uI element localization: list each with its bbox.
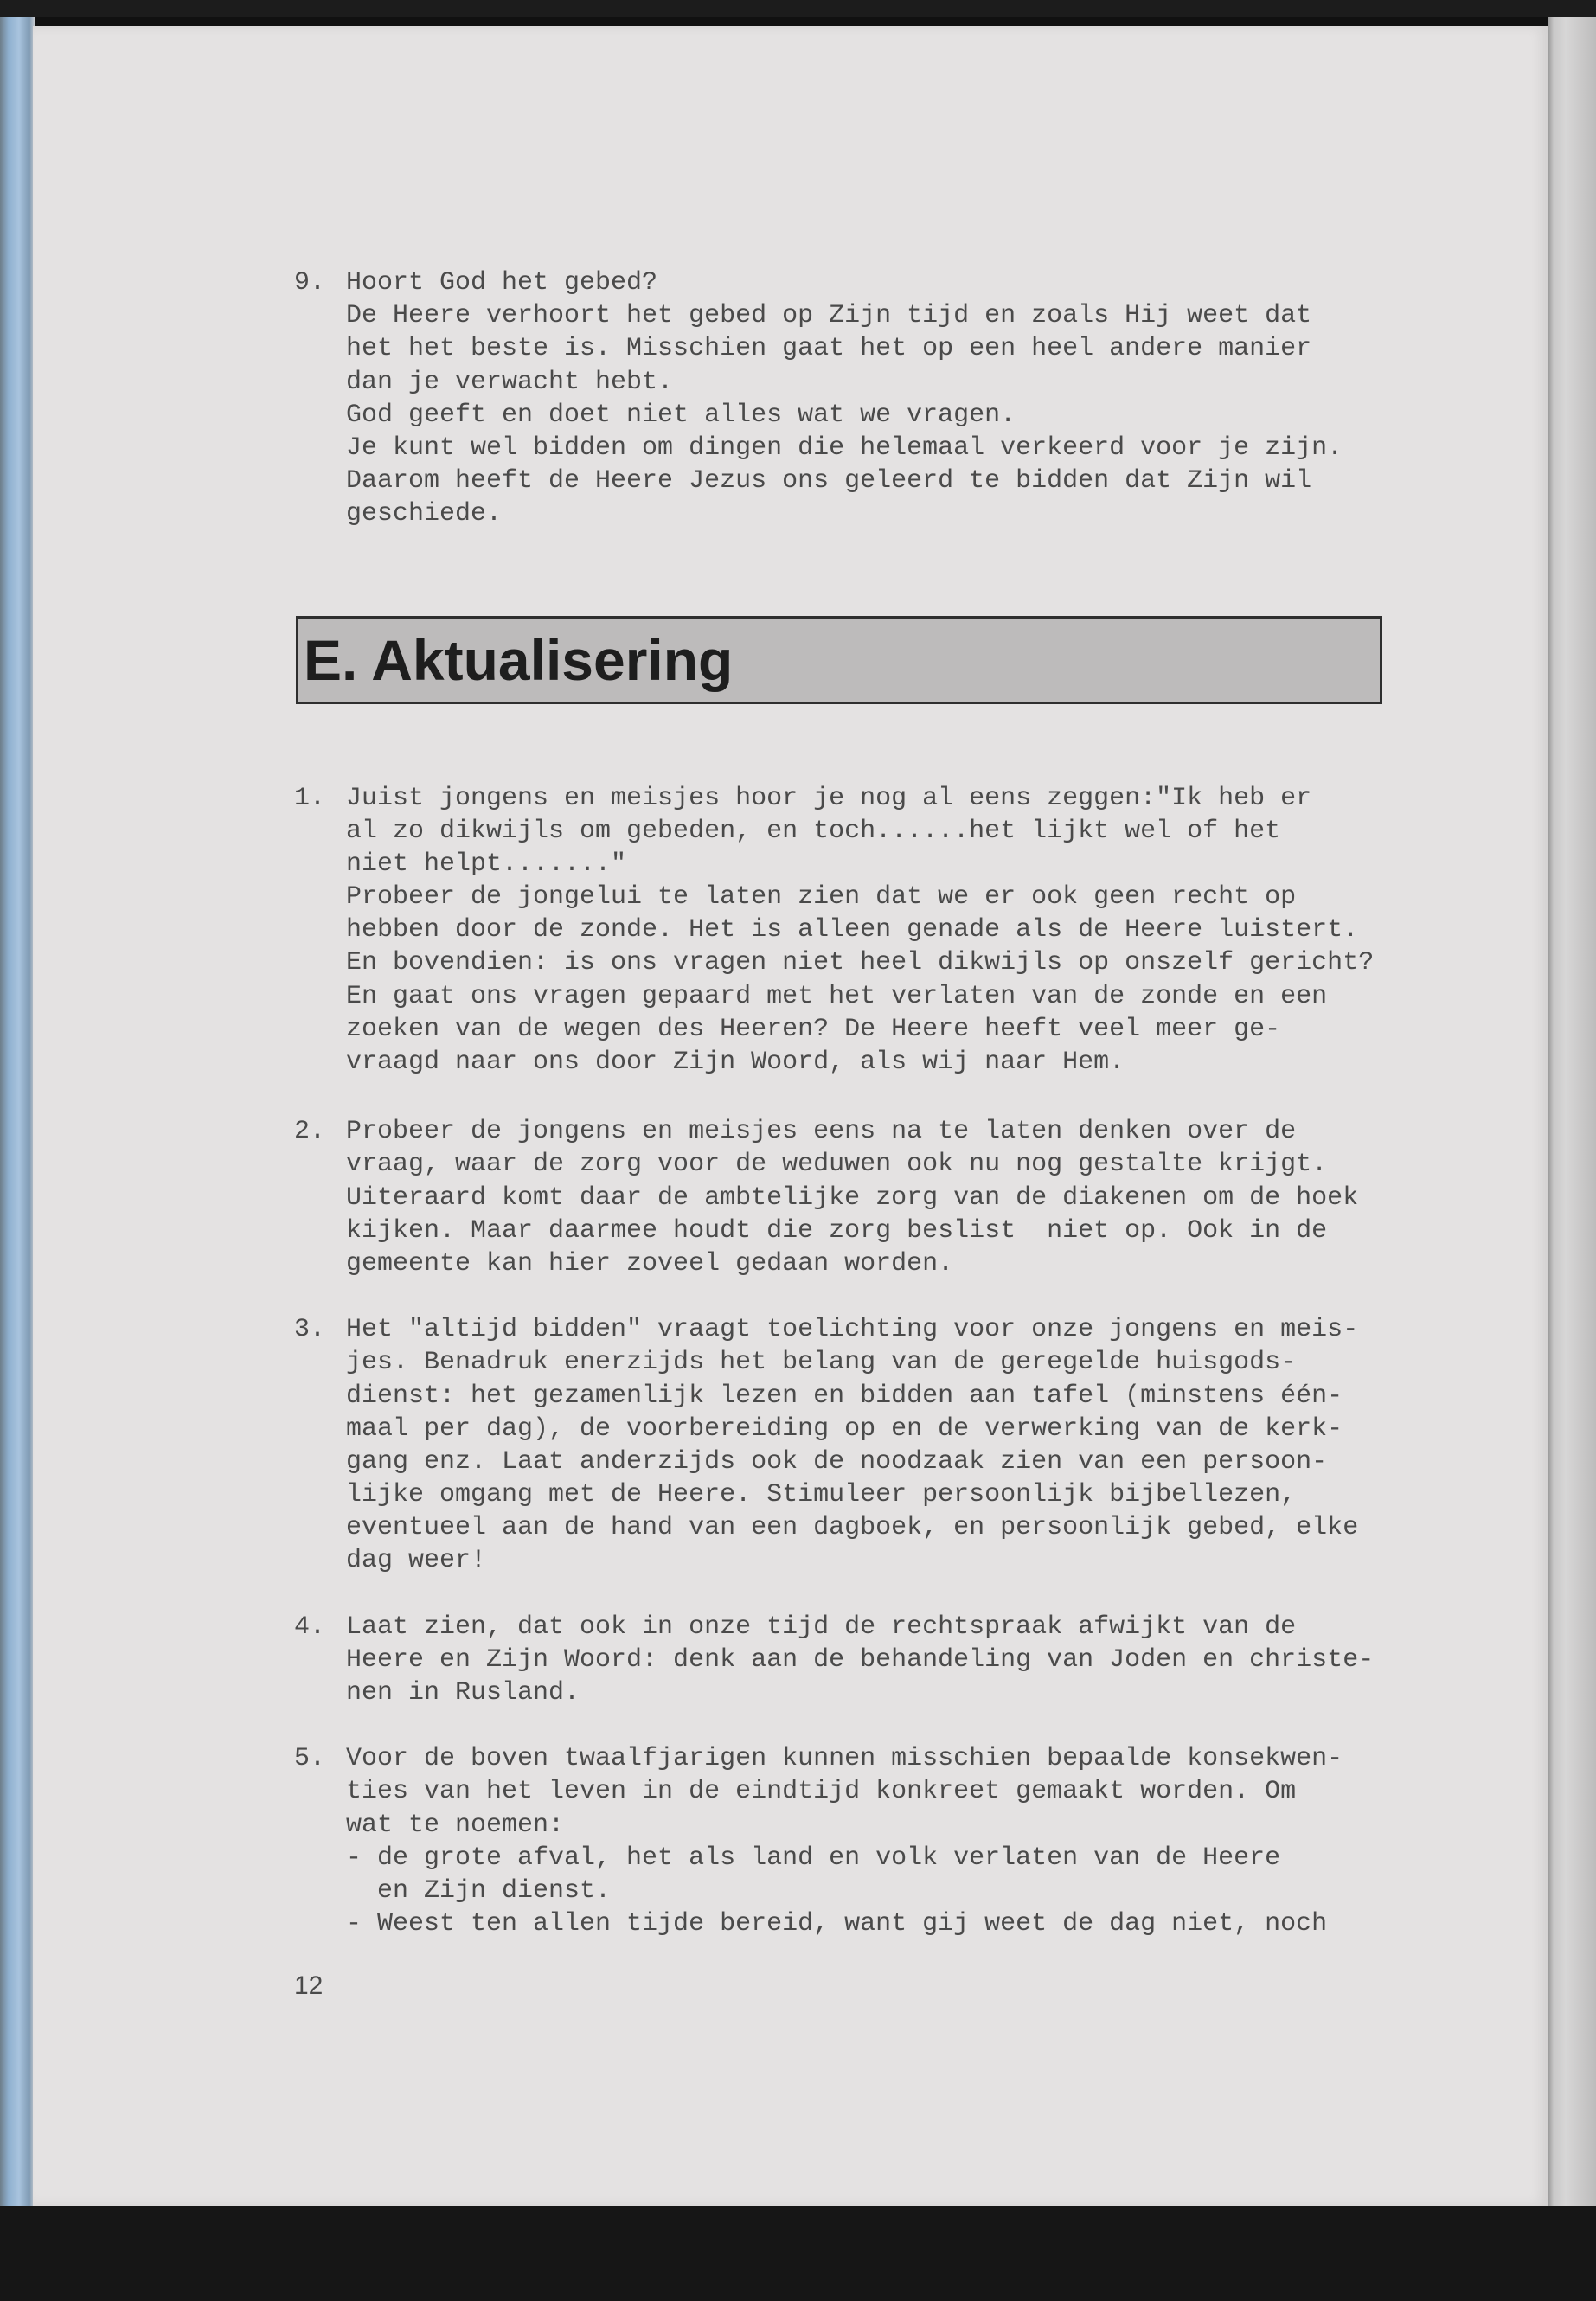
text-line: eventueel aan de hand van een dagboek, en persoonlijk gebed, elke <box>346 1513 1359 1543</box>
text-line: Laat zien, dat ook in onze tijd de rechtspraak afwijkt van de <box>346 1612 1297 1642</box>
list-item-2 <box>294 1115 1453 1280</box>
item-number: 3. <box>294 1315 326 1345</box>
text-line: niet helpt......." <box>346 849 627 879</box>
text-line: Heere en Zijn Woord: denk aan de behandeling van Joden en christe- <box>346 1644 1375 1675</box>
text-line: Daarom heeft de Heere Jezus ons geleerd te bidden dat Zijn wil <box>346 466 1312 497</box>
question-9 <box>294 266 1453 531</box>
list-item-1 <box>294 782 1453 1080</box>
item-text <box>346 1313 1453 1578</box>
item-text <box>346 1742 1453 1940</box>
text-line: Het "altijd bidden" vraagt toelichting voor onze jongens en meis- <box>346 1315 1359 1345</box>
text-line: Voor de boven twaalfjarigen kunnen misschien bepaalde konsekwen- <box>346 1744 1343 1774</box>
question-number: 9. <box>294 268 326 298</box>
text-line: nen in Rusland. <box>346 1678 580 1708</box>
section-heading-box <box>296 616 1382 704</box>
item-spacer <box>294 1079 1453 1115</box>
item-number: 2. <box>294 1117 326 1147</box>
text-line: Probeer de jongelui te laten zien dat we er ook geen recht op <box>346 882 1297 913</box>
text-line: jes. Benadruk enerzijds het belang van de geregelde huisgods- <box>346 1348 1297 1378</box>
item-text <box>346 1611 1453 1710</box>
item-number: 1. <box>294 783 326 813</box>
text-line: hebben door de zonde. Het is alleen genade als de Heere luistert. <box>346 915 1359 945</box>
item-spacer <box>294 1709 1453 1742</box>
item-spacer <box>294 1578 1453 1611</box>
page-stack-edge <box>1548 17 1596 2206</box>
text-line: dag weer! <box>346 1546 487 1576</box>
text-line: gemeente kan hier zoveel gedaan worden. <box>346 1248 954 1279</box>
text-line: God geeft en doet niet alles wat we vragen. <box>346 400 1016 430</box>
text-line: Hoort God het gebed? <box>346 268 658 298</box>
text-line: ties van het leven in de eindtijd konkreet gemaakt worden. Om <box>346 1777 1297 1807</box>
text-line: al zo dikwijls om gebeden, en toch......het lijkt wel of het <box>346 816 1281 846</box>
scan-bottom-edge <box>0 2206 1596 2301</box>
item-text <box>346 782 1453 1080</box>
page-number: 12 <box>294 1971 324 2000</box>
text-line: En bovendien: is ons vragen niet heel dikwijls op onszelf gericht? <box>346 948 1375 978</box>
list-item-4 <box>294 1611 1453 1710</box>
text-line: Uiteraard komt daar de ambtelijke zorg van de diakenen om de hoek <box>346 1183 1359 1213</box>
text-line: Je kunt wel bidden om dingen die helemaal verkeerd voor je zijn. <box>346 433 1343 463</box>
text-line: Probeer de jongens en meisjes eens na te laten denken over de <box>346 1117 1297 1147</box>
item-text <box>346 1115 1453 1280</box>
text-line: dan je verwacht hebt. <box>346 367 674 397</box>
text-line: vraag, waar de zorg voor de weduwen ook nu nog gestalte krijgt. <box>346 1150 1328 1180</box>
text-line: het het beste is. Misschien gaat het op een heel andere manier <box>346 334 1312 364</box>
text-line: - de grote afval, het als land en volk verlaten van de Heere <box>346 1843 1281 1873</box>
text-line: maal per dag), de voorbereiding op en de verwerking van de kerk- <box>346 1413 1343 1444</box>
text-line: lijke omgang met de Heere. Stimuleer persoonlijk bijbellezen, <box>346 1480 1297 1510</box>
question-text <box>346 266 1453 531</box>
text-line: vraagd naar ons door Zijn Woord, als wij naar Hem. <box>346 1048 1125 1077</box>
text-line: en Zijn dienst. <box>346 1875 612 1906</box>
text-line: Juist jongens en meisjes hoor je nog al eens zeggen:"Ik heb er <box>346 783 1312 813</box>
section-heading: E. Aktualisering <box>304 628 734 692</box>
scan-top-edge <box>0 0 1596 17</box>
binder-edge <box>0 17 35 2206</box>
text-line: geschiede. <box>346 499 503 529</box>
page-content <box>294 266 1453 1940</box>
text-line: De Heere verhoort het gebed op Zijn tijd en zoals Hij weet dat <box>346 301 1312 331</box>
text-line: wat te noemen: <box>346 1810 565 1840</box>
text-line: En gaat ons vragen gepaard met het verlaten van de zonde en een <box>346 981 1328 1011</box>
item-spacer <box>294 1280 1453 1313</box>
text-line: kijken. Maar daarmee houdt die zorg beslist niet op. Ook in de <box>346 1215 1328 1246</box>
list-item-5 <box>294 1742 1453 1940</box>
text-line: gang enz. Laat anderzijds ook de noodzaak zien van een persoon- <box>346 1446 1328 1477</box>
item-number: 5. <box>294 1744 326 1774</box>
text-line: zoeken van de wegen des Heeren? De Heere heeft veel meer ge- <box>346 1014 1281 1044</box>
list-item-3 <box>294 1313 1453 1578</box>
text-line: - Weest ten allen tijde bereid, want gij weet de dag niet, noch <box>346 1909 1328 1939</box>
text-line: dienst: het gezamenlijk lezen en bidden aan tafel (minstens één- <box>346 1381 1343 1411</box>
item-number: 4. <box>294 1612 326 1642</box>
